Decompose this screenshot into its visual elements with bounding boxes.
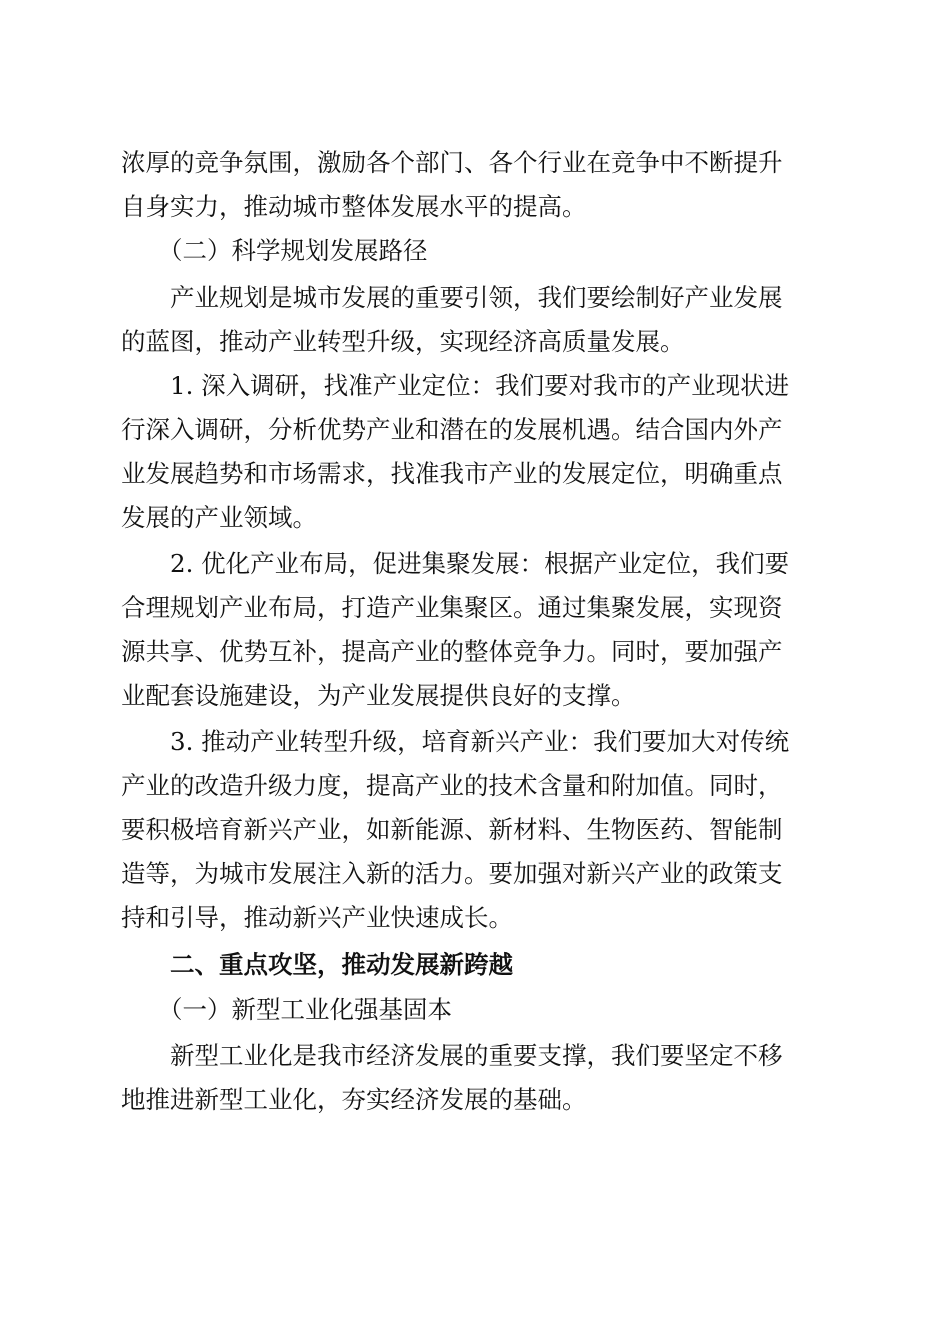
list-item-line: 业发展趋势和市场需求，找准我市产业的发展定位，明确重点: [121, 459, 783, 488]
list-item-line: 1. 深入调研，找准产业定位：我们要对我市的产业现状进: [170, 371, 790, 400]
paragraph-line: 新型工业化是我市经济发展的重要支撑，我们要坚定不移: [170, 1041, 783, 1070]
list-item-line: 业配套设施建设，为产业发展提供良好的支撑。: [121, 681, 636, 710]
list-item-line: 行深入调研，分析优势产业和潜在的发展机遇。结合国内外产: [121, 415, 783, 444]
subheading: （一）新型工业化强基固本: [158, 995, 452, 1024]
list-item-line: 3. 推动产业转型升级，培育新兴产业：我们要加大对传统: [170, 727, 790, 756]
paragraph-line: 地推进新型工业化，夯实经济发展的基础。: [121, 1085, 587, 1114]
list-item-line: 2. 优化产业布局，促进集聚发展：根据产业定位，我们要: [170, 549, 790, 578]
list-item-line: 源共享、优势互补，提高产业的整体竞争力。同时，要加强产: [121, 637, 783, 666]
paragraph-line: 产业规划是城市发展的重要引领，我们要绘制好产业发展: [170, 283, 783, 312]
list-item-line: 发展的产业领域。: [121, 503, 317, 532]
list-item-line: 要积极培育新兴产业，如新能源、新材料、生物医药、智能制: [121, 815, 783, 844]
list-item-line: 合理规划产业布局，打造产业集聚区。通过集聚发展，实现资: [121, 593, 783, 622]
list-item-line: 造等，为城市发展注入新的活力。要加强对新兴产业的政策支: [121, 859, 783, 888]
subheading: （二）科学规划发展路径: [158, 236, 428, 265]
list-item-line: 产业的改造升级力度，提高产业的技术含量和附加值。同时，: [121, 771, 783, 800]
section-heading: 二、重点攻坚，推动发展新跨越: [170, 950, 513, 979]
list-item-line: 持和引导，推动新兴产业快速成长。: [121, 903, 513, 932]
paragraph-line: 的蓝图，推动产业转型升级，实现经济高质量发展。: [121, 327, 685, 356]
paragraph-line: 浓厚的竞争氛围，激励各个部门、各个行业在竞争中不断提升: [121, 148, 783, 177]
paragraph-line: 自身实力，推动城市整体发展水平的提高。: [121, 192, 587, 221]
